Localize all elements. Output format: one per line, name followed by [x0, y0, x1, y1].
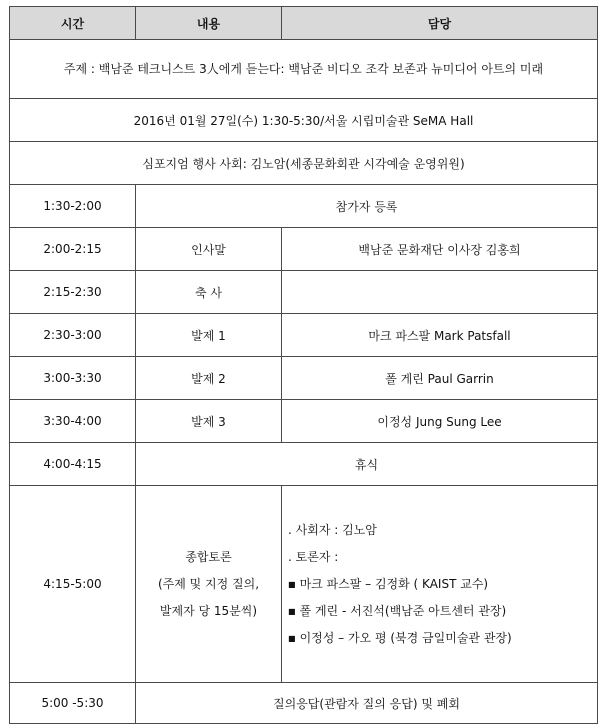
row-time: 2:15-2:30 [10, 271, 136, 314]
discussion-panel [282, 486, 598, 683]
closing-session: 질의응답(관람자 질의 응답) 및 폐회 [136, 683, 598, 724]
panelist-text: 마크 파스팔 – 김정화 ( KAIST 교수) [299, 576, 489, 591]
panelist-text: 폴 게린 - 서진석(백남준 아트센터 관장) [299, 603, 507, 618]
row-merged: 휴식 [136, 443, 598, 486]
header-row [10, 7, 598, 40]
row-charge: 백남준 문화재단 이사장 김홍희 [282, 228, 598, 271]
header-charge: 담당 [282, 7, 598, 40]
discussion-note: (주제 및 지정 질의, [157, 576, 260, 591]
schedule-row [10, 271, 598, 314]
closing-row [10, 683, 598, 724]
discussion-content [136, 486, 282, 683]
header-content: 내용 [136, 7, 282, 40]
row-time: 3:00-3:30 [10, 357, 136, 400]
schedule-row [10, 400, 598, 443]
bullet-icon: ■ [288, 633, 296, 643]
schedule-row [10, 228, 598, 271]
row-content: 발제 2 [136, 357, 282, 400]
discussion-row [10, 486, 598, 683]
row-charge: 마크 파스팔 Mark Patsfall [282, 314, 598, 357]
panelist-item [288, 625, 593, 652]
row-time: 3:30-4:00 [10, 400, 136, 443]
discussion-time: 4:15-5:00 [10, 486, 136, 683]
date-venue: 2016년 01월 27일(수) 1:30-5:30/서울 시립미술관 SeMA Hall [10, 99, 598, 142]
moderator-line: . 사회자 : 김노암 [288, 522, 377, 537]
date-venue-row [10, 99, 598, 142]
host-row [10, 142, 598, 185]
theme-row [10, 40, 598, 99]
bullet-icon: ■ [288, 606, 296, 616]
row-time: 2:30-3:00 [10, 314, 136, 357]
schedule-row [10, 443, 598, 486]
schedule-row [10, 185, 598, 228]
row-charge: 이정성 Jung Sung Lee [282, 400, 598, 443]
header-time: 시간 [10, 7, 136, 40]
row-time: 1:30-2:00 [10, 185, 136, 228]
discussion-title: 종합토론 [185, 549, 232, 564]
panelist-item [288, 571, 593, 598]
panelist-text: 이정성 – 가오 평 (북경 금일미술관 관장) [299, 630, 512, 645]
panelist-item [288, 598, 593, 625]
event-host: 심포지엄 행사 사회: 김노암(세종문화회관 시각예술 운영위원) [10, 142, 598, 185]
schedule-row [10, 357, 598, 400]
row-time: 4:00-4:15 [10, 443, 136, 486]
schedule-row [10, 314, 598, 357]
panel-label: . 토론자 : [288, 549, 339, 564]
row-content: 축 사 [136, 271, 282, 314]
row-charge: 폴 게린 Paul Garrin [282, 357, 598, 400]
row-charge [282, 271, 598, 314]
row-time: 2:00-2:15 [10, 228, 136, 271]
symposium-theme: 주제 : 백남준 테크니스트 3人에게 듣는다: 백남준 비디오 조각 보존과 뉴미디어 아트의 미래 [10, 40, 598, 99]
row-content: 발제 3 [136, 400, 282, 443]
closing-time: 5:00 -5:30 [10, 683, 136, 724]
discussion-note: 발제자 당 15분씩) [159, 603, 258, 618]
symposium-schedule-table [9, 6, 598, 724]
row-merged: 참가자 등록 [136, 185, 598, 228]
row-content: 발제 1 [136, 314, 282, 357]
bullet-icon: ■ [288, 579, 296, 589]
row-content: 인사말 [136, 228, 282, 271]
